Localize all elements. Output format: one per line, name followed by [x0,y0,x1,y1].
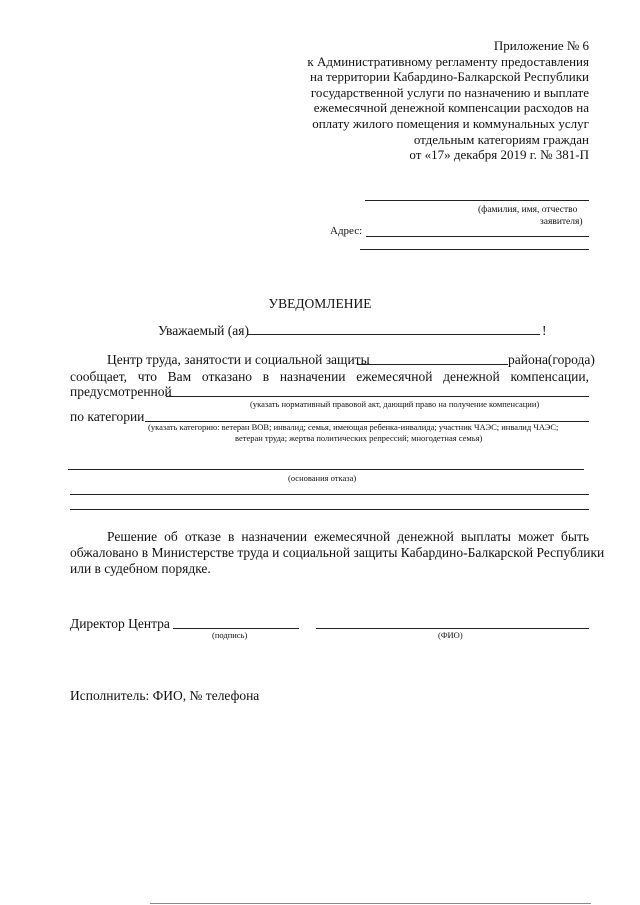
center-text: Центр труда, занятости и социальной защиты [107,352,370,367]
appendix-line: от «17» декабря 2019 г. № 381-П [409,147,589,163]
provided-text: предусмотренной [70,384,172,399]
address-line-1[interactable] [366,236,589,237]
category-hint-1: (указать категорию: ветеран ВОВ; инвалид; семья, имеющая ребенка-инвалида; участник ЧАЭС; инвалид ЧАЭС; [148,422,559,432]
appendix-line: к Административному регламенту предоставления [307,53,589,69]
act-line[interactable] [166,396,589,397]
notice-title: УВЕДОМЛЕНИЕ [268,296,372,311]
applicant-name-hint-2: заявителя) [540,217,583,227]
appendix-line: отдельным категориям граждан [413,131,589,147]
reason-line-2[interactable] [70,494,589,495]
applicant-name-line[interactable] [365,200,589,201]
refusal-text: сообщает, что Вам отказано в назначении ежемесячной денежной компенсации, [70,369,589,384]
footer-rule [150,903,591,904]
appendix-line: государственной услуги по назначению и выплате [310,84,589,100]
appeal-line-2: обжаловано в Министерстве труда и социальной защиты Кабардино-Балкарской Республики [70,545,605,560]
director-label: Директор Центра [70,616,170,631]
executor-text: Исполнитель: ФИО, № телефона [70,688,260,703]
appendix-line: ежемесячной денежной компенсации расходов на [313,100,589,116]
reason-line-3[interactable] [70,509,589,510]
center-district-line[interactable] [357,364,508,365]
appendix-line: оплату жилого помещения и коммунальных услуг [312,115,589,131]
appendix-line: на территории Кабардино-Балкарской Республики [310,69,589,85]
fio-hint: (ФИО) [438,630,463,640]
salutation-end: ! [542,323,547,338]
signature-hint: (подпись) [212,630,248,640]
reason-line-1[interactable] [68,469,584,470]
signature-line[interactable] [173,628,299,629]
appendix-line: Приложение № 6 [493,38,589,53]
appeal-line-1: Решение об отказе в назначении ежемесячной денежной выплаты может быть [107,529,589,544]
category-hint-2: ветеран труда; жертва политических репрессий; многодетная семья) [235,433,483,443]
act-hint: (указать нормативный правовой акт, дающий право на получение компенсации) [250,399,540,409]
salutation-name-line[interactable] [248,334,540,335]
category-text: по категории [70,409,145,424]
district-text: района(города) [508,352,595,367]
appeal-line-3: или в судебном порядке. [70,561,211,576]
fio-line[interactable] [316,628,589,629]
appendix-header [307,38,589,163]
address-label: Адрес: [330,225,363,237]
applicant-name-hint: (фамилия, имя, отчество [478,205,578,215]
reason-hint: (основания отказа) [288,473,357,483]
salutation: Уважаемый (ая) [158,323,249,338]
address-line-2[interactable] [360,249,589,250]
